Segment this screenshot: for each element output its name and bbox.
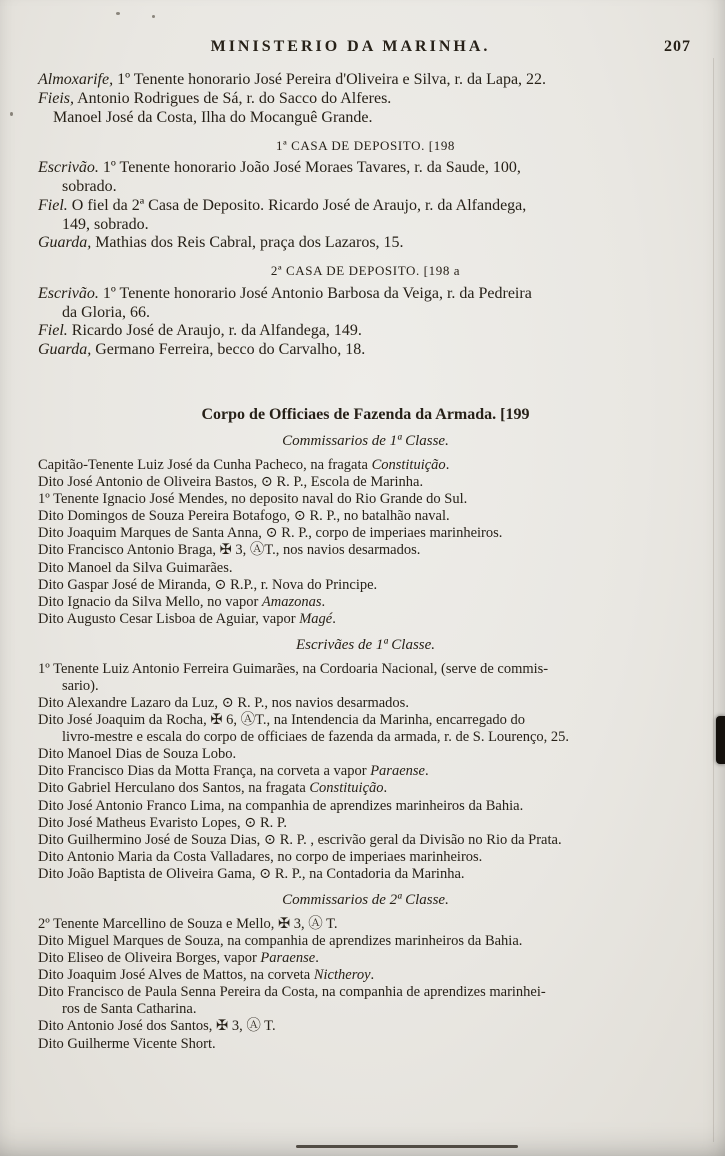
plain-text: . bbox=[424, 763, 429, 780]
plain-text: . bbox=[383, 780, 388, 797]
plain-text: 1º Tenente honorario José Pereira d'Oliveira e Silva, r. da Lapa, 22. bbox=[113, 71, 547, 88]
directory-entry bbox=[38, 950, 693, 967]
plain-text: da Gloria, 66. bbox=[62, 303, 150, 321]
directory-entry bbox=[38, 341, 693, 360]
directory-entry bbox=[38, 577, 693, 594]
corps-heading: Corpo de Officiaes de Fazenda da Armada. [199 bbox=[201, 406, 530, 424]
page-header bbox=[38, 38, 693, 62]
plain-text: Dito Eliseo de Oliveira Borges, vapor bbox=[38, 949, 261, 966]
plain-text: sario). bbox=[62, 677, 99, 694]
directory-entry bbox=[38, 474, 693, 491]
plain-text: 1º Tenente honorario José Antonio Barbosa da Veiga, r. da Pedreira bbox=[98, 284, 532, 302]
plain-text: Dito José Matheus Evaristo Lopes, ⊙ R. P. bbox=[38, 814, 287, 831]
plain-text: Dito Miguel Marques de Souza, na companhia de aprendizes marinheiros da Bahia. bbox=[38, 932, 523, 949]
directory-entry bbox=[38, 90, 693, 109]
plain-text: Dito Ignacio da Silva Mello, no vapor bbox=[38, 593, 262, 610]
plain-text: Dito Domingos de Souza Pereira Botafogo, ⊙ R. P., no batalhão naval. bbox=[38, 508, 450, 525]
directory-entry bbox=[38, 508, 693, 525]
directory-entry bbox=[38, 197, 693, 235]
plain-text: Dito José Antonio de Oliveira Bastos, ⊙ R. P., Escola de Marinha. bbox=[38, 473, 424, 490]
plain-text: sobrado. bbox=[62, 177, 117, 195]
deposit-heading: 2ª CASA DE DEPOSITO. [198 a bbox=[270, 263, 461, 279]
plain-text: Dito Joaquim José Alves de Mattos, na corveta bbox=[38, 967, 314, 984]
directory-entry bbox=[38, 763, 693, 780]
directory-entry bbox=[53, 109, 693, 128]
emphasis-text: Constituição bbox=[309, 780, 384, 797]
directory-entry bbox=[38, 967, 693, 984]
plain-text: Dito Guilherme Vicente Short. bbox=[38, 1035, 216, 1052]
plain-text: Dito Gabriel Herculano dos Santos, na fragata bbox=[38, 780, 310, 797]
emphasis-text: Escrivão. bbox=[38, 158, 99, 176]
scan-speck bbox=[152, 15, 155, 18]
directory-entry bbox=[38, 525, 693, 542]
scan-edge-line bbox=[713, 58, 714, 1142]
scan-speck bbox=[10, 112, 13, 116]
plain-text: Dito Francisco de Paula Senna Pereira da Costa, na companhia de aprendizes marinhei- bbox=[38, 984, 546, 1001]
plain-text: O fiel da 2ª Casa de Deposito. Ricardo José de Araujo, r. da Alfandega, bbox=[67, 196, 527, 214]
page-number: 207 bbox=[664, 38, 691, 55]
directory-entry bbox=[38, 832, 693, 849]
plain-text: Capitão-Tenente Luiz José da Cunha Pacheco, na fragata bbox=[38, 456, 372, 473]
plain-text: . bbox=[370, 967, 375, 984]
plain-text: Dito Joaquim Marques de Santa Anna, ⊙ R. P., corpo de imperiaes marinheiros. bbox=[38, 525, 503, 542]
plain-text: ros de Santa Catharina. bbox=[62, 1001, 197, 1018]
directory-entry bbox=[38, 594, 693, 611]
directory-entry bbox=[38, 916, 693, 933]
plain-text: Ricardo José de Araujo, r. da Alfandega, 149. bbox=[67, 322, 362, 340]
directory-entry bbox=[38, 815, 693, 832]
plain-text: 1º Tenente honorario João José Moraes Tavares, r. da Saude, 100, bbox=[98, 158, 521, 176]
directory-entry bbox=[38, 746, 693, 763]
directory-entry bbox=[38, 849, 693, 866]
directory-entry bbox=[38, 695, 693, 712]
directory-entry bbox=[38, 560, 693, 577]
class-subheading: Commissarios de 2ª Classe. bbox=[282, 892, 449, 909]
emphasis-text: Constituição bbox=[371, 456, 446, 473]
directory-entry bbox=[38, 661, 693, 695]
plain-text: Dito Augusto Cesar Lisboa de Aguiar, vapor bbox=[38, 610, 300, 627]
directory-entry bbox=[38, 933, 693, 950]
page-header-title: MINISTERIO DA MARINHA. bbox=[210, 38, 491, 55]
plain-text: Dito João Baptista de Oliveira Gama, ⊙ R. P., na Contadoria da Marinha. bbox=[38, 865, 465, 882]
directory-entry bbox=[38, 798, 693, 815]
plain-text: . bbox=[321, 593, 326, 610]
directory-entry bbox=[38, 780, 693, 797]
directory-entry bbox=[38, 491, 693, 508]
emphasis-text: Paraense bbox=[370, 763, 425, 780]
plain-text: Dito Gaspar José de Miranda, ⊙ R.P., r. Nova do Principe. bbox=[38, 576, 378, 593]
directory-entry bbox=[38, 984, 693, 1018]
class-subheading: Escrivães de 1ª Classe. bbox=[295, 636, 436, 653]
directory-entry bbox=[38, 322, 693, 341]
directory-entry bbox=[38, 234, 693, 253]
plain-text: Dito Manoel da Silva Guimarães. bbox=[38, 559, 233, 576]
plain-text: Dito Alexandre Lazaro da Luz, ⊙ R. P., nos navios desarmados. bbox=[38, 694, 409, 711]
emphasis-text: Escrivão. bbox=[38, 284, 99, 302]
plain-text: livro-mestre e escala do corpo de officiaes de fazenda da armada, r. de S. Lourenço, 25. bbox=[62, 729, 570, 746]
directory-entry bbox=[38, 285, 693, 323]
scan-bottom-mark bbox=[296, 1145, 518, 1148]
emphasis-text: Amazonas bbox=[261, 593, 322, 610]
directory-entry bbox=[38, 712, 693, 746]
directory-entry bbox=[38, 71, 693, 90]
directory-entry bbox=[38, 159, 693, 197]
directory-entry bbox=[38, 457, 693, 474]
plain-text: 2º Tenente Marcellino de Souza e Mello, ✠ 3, Ⓐ T. bbox=[38, 915, 338, 932]
plain-text: 1º Tenente Ignacio José Mendes, no deposito naval do Rio Grande do Sul. bbox=[38, 491, 468, 508]
emphasis-text: Guarda, bbox=[38, 234, 92, 252]
plain-text: Antonio Rodrigues de Sá, r. do Sacco do Alferes. bbox=[74, 89, 392, 107]
directory-entry bbox=[38, 611, 693, 628]
plain-text: Mathias dos Reis Cabral, praça dos Lazaros, 15. bbox=[91, 234, 404, 252]
directory-entry bbox=[38, 542, 693, 559]
directory-entry bbox=[38, 1036, 693, 1053]
plain-text: Dito Francisco Dias da Motta França, na corveta a vapor bbox=[38, 763, 371, 780]
emphasis-text: Fieis, bbox=[38, 89, 74, 107]
emphasis-text: Almoxarife, bbox=[38, 71, 114, 88]
class-subheading: Commissarios de 1ª Classe. bbox=[282, 433, 449, 450]
plain-text: Dito José Joaquim da Rocha, ✠ 6, ⒶT., na Intendencia da Marinha, encarregado do bbox=[38, 711, 526, 728]
plain-text: Dito Manoel Dias de Souza Lobo. bbox=[38, 746, 237, 763]
plain-text: . bbox=[332, 610, 336, 627]
plain-text: Dito Francisco Antonio Braga, ✠ 3, ⒶT., nos navios desarmados. bbox=[38, 542, 421, 559]
plain-text: Dito José Antonio Franco Lima, na companhia de aprendizes marinheiros da Bahia. bbox=[38, 797, 524, 814]
plain-text: . bbox=[315, 949, 319, 966]
deposit-heading: 1ª CASA DE DEPOSITO. [198 bbox=[275, 137, 456, 153]
plain-text: . bbox=[445, 456, 450, 473]
plain-text: Dito Antonio Maria da Costa Valladares, no corpo de imperiaes marinheiros. bbox=[38, 848, 483, 865]
emphasis-text: Nictheroy bbox=[313, 967, 371, 984]
deposit-register-section bbox=[38, 71, 693, 360]
emphasis-text: Paraense bbox=[260, 949, 316, 966]
emphasis-text: Guarda, bbox=[38, 341, 92, 359]
emphasis-text: Fiel. bbox=[38, 196, 68, 214]
scan-ink-blot bbox=[716, 716, 725, 764]
plain-text: Dito Guilhermino José de Souza Dias, ⊙ R. P. , escrivão geral da Divisão no Rio da Prata. bbox=[38, 831, 562, 848]
emphasis-text: Magé bbox=[299, 610, 333, 627]
directory-entry bbox=[38, 866, 693, 883]
emphasis-text: Fiel. bbox=[38, 322, 68, 340]
plain-text: Germano Ferreira, becco do Carvalho, 18. bbox=[91, 341, 366, 359]
plain-text: 1º Tenente Luiz Antonio Ferreira Guimarães, na Cordoaria Nacional, (serve de commis- bbox=[38, 660, 549, 677]
scan-speck bbox=[116, 12, 120, 15]
plain-text: Dito Antonio José dos Santos, ✠ 3, Ⓐ T. bbox=[38, 1018, 276, 1035]
corps-officers-section bbox=[38, 433, 693, 1052]
plain-text: 149, sobrado. bbox=[62, 215, 149, 233]
directory-entry bbox=[38, 1018, 693, 1035]
plain-text: Manoel José da Costa, Ilha do Mocanguê Grande. bbox=[53, 108, 373, 126]
